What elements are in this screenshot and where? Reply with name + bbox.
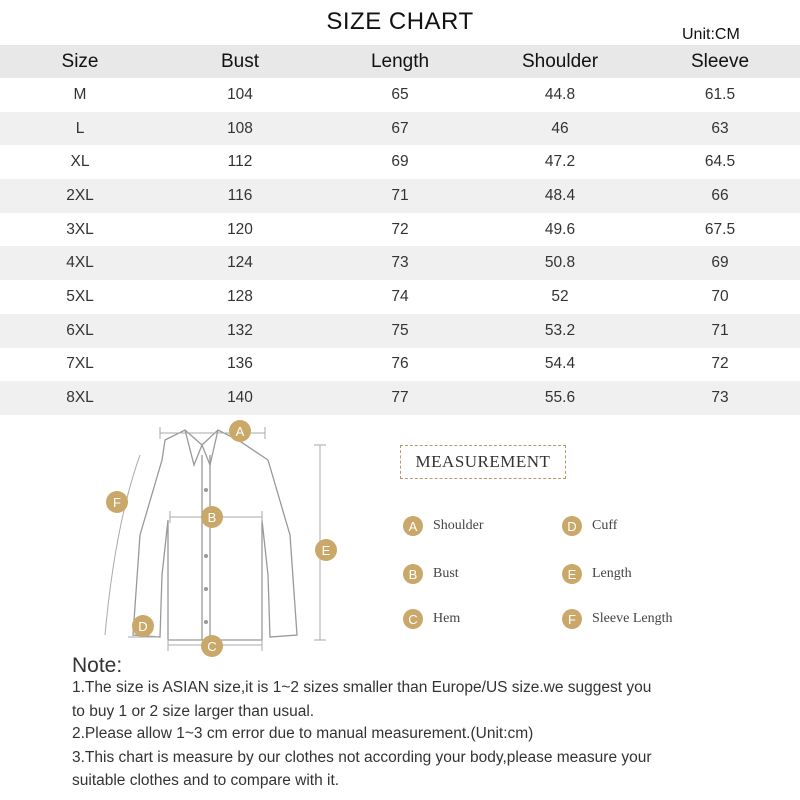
note-line-5: suitable clothes and to compare with it. [72,772,340,789]
svg-text:D: D [138,619,148,634]
table-row [0,381,800,415]
legend-label-sleeve-length: Sleeve Length [592,611,673,626]
legend-label-hem: Hem [433,611,461,626]
table-cell-sleeve: 66 [640,179,800,213]
table-cell-bust: 104 [160,78,320,112]
marker-d-icon [132,615,154,637]
table-cell-size: 4XL [0,246,160,280]
table-header-row [0,45,800,78]
legend-badge-f-icon: F [562,609,582,629]
table-cell-bust: 132 [160,314,320,348]
table-row [0,348,800,382]
shirt-diagram [90,415,350,665]
table-cell-sleeve: 71 [640,314,800,348]
table-cell-sleeve: 67.5 [640,213,800,247]
legend-item-bust [403,563,459,585]
table-cell-size: M [0,78,160,112]
legend-label-bust: Bust [433,566,459,581]
note-line-4: 3.This chart is measure by our clothes not according your body,please measure your [72,749,652,766]
table-cell-sleeve: 61.5 [640,78,800,112]
table-row [0,246,800,280]
marker-a-icon [229,420,251,442]
table-cell-length: 75 [320,314,480,348]
table-cell-shoulder: 52 [480,280,640,314]
table-cell-bust: 112 [160,145,320,179]
table-cell-bust: 140 [160,381,320,415]
table-cell-bust: 120 [160,213,320,247]
table-row [0,314,800,348]
header-length: Length [320,45,480,78]
note-line-2: to buy 1 or 2 size larger than usual. [72,703,315,720]
table-cell-bust: 136 [160,348,320,382]
table-row [0,213,800,247]
table-cell-length: 67 [320,112,480,146]
table-cell-shoulder: 44.8 [480,78,640,112]
measurement-heading: MEASUREMENT [400,445,566,479]
legend-label-length: Length [592,566,632,581]
unit-label: Unit:CM [682,26,740,43]
note-line-1: 1.The size is ASIAN size,it is 1~2 sizes smaller than Europe/US size.we suggest you [72,679,652,696]
table-cell-sleeve: 64.5 [640,145,800,179]
svg-text:E: E [321,543,331,558]
table-cell-length: 77 [320,381,480,415]
legend-item-cuff [562,515,617,537]
table-cell-size: 7XL [0,348,160,382]
table-body [0,78,800,415]
table-cell-sleeve: 70 [640,280,800,314]
marker-c-icon [201,635,223,657]
table-cell-shoulder: 50.8 [480,246,640,280]
legend-item-hem [403,608,460,630]
table-cell-length: 71 [320,179,480,213]
table-cell-bust: 128 [160,280,320,314]
marker-b-icon [201,506,223,528]
table-cell-size: 3XL [0,213,160,247]
table-cell-size: 5XL [0,280,160,314]
table-cell-size: 2XL [0,179,160,213]
table-cell-size: XL [0,145,160,179]
table-cell-bust: 124 [160,246,320,280]
legend-label-cuff: Cuff [592,518,618,533]
table-cell-size: L [0,112,160,146]
note-line-3: 2.Please allow 1~3 cm error due to manual measurement.(Unit:cm) [72,725,534,742]
svg-text:C: C [207,639,217,654]
table-cell-shoulder: 48.4 [480,179,640,213]
table-row [0,280,800,314]
table-cell-length: 65 [320,78,480,112]
note-title: Note: [72,654,123,677]
legend-badge-d-icon: D [562,516,582,536]
table-cell-sleeve: 72 [640,348,800,382]
table-cell-size: 6XL [0,314,160,348]
size-table [0,45,800,415]
table-cell-length: 69 [320,145,480,179]
marker-f-icon [106,491,128,513]
table-cell-size: 8XL [0,381,160,415]
table-cell-shoulder: 53.2 [480,314,640,348]
table-cell-sleeve: 69 [640,246,800,280]
table-cell-sleeve: 63 [640,112,800,146]
table-row [0,78,800,112]
legend-badge-e-icon: E [562,564,582,584]
svg-text:A: A [235,424,245,439]
legend-badge-b-icon: B [403,564,423,584]
size-chart-title: SIZE CHART [326,8,474,35]
svg-text:B: B [207,510,217,525]
legend-badge-c-icon: C [403,609,423,629]
table-cell-shoulder: 47.2 [480,145,640,179]
legend-label-shoulder: Shoulder [433,518,484,533]
header-size: Size [0,45,160,78]
legend-item-sleeve-length [562,608,672,630]
table-cell-length: 73 [320,246,480,280]
table-row [0,179,800,213]
header-bust: Bust [160,45,320,78]
table-cell-length: 76 [320,348,480,382]
header-shoulder: Shoulder [480,45,640,78]
svg-text:F: F [113,495,121,510]
table-cell-shoulder: 55.6 [480,381,640,415]
table-cell-shoulder: 46 [480,112,640,146]
table-row [0,145,800,179]
table-cell-bust: 108 [160,112,320,146]
table-cell-length: 72 [320,213,480,247]
header-sleeve: Sleeve [640,45,800,78]
table-cell-sleeve: 73 [640,381,800,415]
table-cell-length: 74 [320,280,480,314]
table-row [0,112,800,146]
marker-e-icon [315,539,337,561]
table-cell-shoulder: 49.6 [480,213,640,247]
legend-badge-a-icon: A [403,516,423,536]
legend-item-length [562,563,632,585]
table-cell-shoulder: 54.4 [480,348,640,382]
legend-item-shoulder [403,515,484,537]
table-cell-bust: 116 [160,179,320,213]
